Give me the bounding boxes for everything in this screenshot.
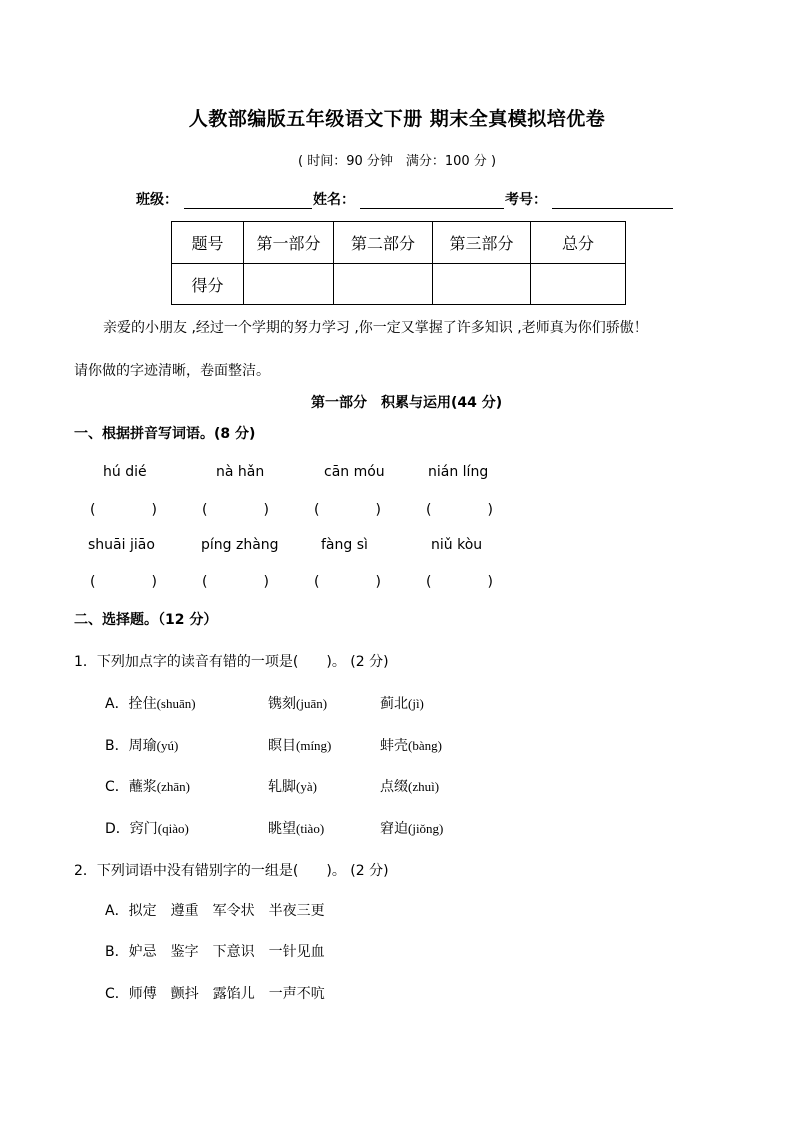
option-d-item2 bbox=[268, 818, 324, 838]
option-label: B． bbox=[105, 944, 129, 960]
option-label: C． bbox=[105, 986, 129, 1002]
q2-option-c[interactable] bbox=[105, 983, 325, 1003]
answer-blank[interactable]: ( ) bbox=[90, 502, 157, 518]
score-cell-total[interactable] bbox=[531, 264, 626, 305]
q2-option-b[interactable] bbox=[105, 941, 325, 961]
name-label: 姓名： bbox=[313, 192, 355, 208]
option-label: B． bbox=[105, 738, 129, 754]
class-field[interactable] bbox=[184, 208, 312, 209]
pinyin-2: nà hǎn bbox=[216, 464, 265, 480]
pinyin-7: fàng sì bbox=[321, 537, 368, 553]
option-word: 窘迫 bbox=[380, 821, 408, 837]
table-cell: 第三部分 bbox=[433, 222, 531, 264]
option-pinyin: (yà) bbox=[296, 779, 317, 794]
option-label: D． bbox=[105, 821, 130, 837]
class-label: 班级： bbox=[136, 192, 178, 208]
pinyin-8: niǔ kòu bbox=[431, 537, 483, 553]
option-word: 蚌壳 bbox=[380, 738, 408, 754]
pinyin-3: cān móu bbox=[324, 464, 385, 480]
intro-line-2: 请你做的字迹清晰，卷面整洁。 bbox=[74, 363, 270, 379]
option-a-item3 bbox=[380, 693, 424, 713]
table-cell: 总分 bbox=[531, 222, 626, 264]
option-pinyin: (yú) bbox=[156, 738, 179, 753]
table-cell: 第二部分 bbox=[334, 222, 433, 264]
part1-heading: 第一部分 积累与运用(44 分) bbox=[311, 395, 503, 411]
option-c-item3 bbox=[380, 776, 439, 796]
option-word: 窍门 bbox=[129, 821, 158, 837]
option-c-item2 bbox=[268, 776, 317, 796]
option-b[interactable] bbox=[105, 735, 178, 755]
option-pinyin: (tiào) bbox=[296, 821, 325, 836]
option-c[interactable] bbox=[105, 776, 190, 796]
score-cell-part2[interactable] bbox=[334, 264, 433, 305]
answer-blank[interactable]: ( ) bbox=[314, 574, 381, 590]
option-word: 蘸浆 bbox=[128, 779, 157, 795]
option-pinyin: (shuān) bbox=[156, 696, 196, 711]
table-row bbox=[172, 222, 626, 264]
number-field[interactable] bbox=[552, 208, 673, 209]
option-d-item3 bbox=[380, 818, 443, 838]
table-cell: 得分 bbox=[172, 264, 244, 305]
answer-blank[interactable]: ( ) bbox=[426, 502, 493, 518]
option-label: A． bbox=[105, 696, 129, 712]
option-word: 蓟北 bbox=[380, 696, 408, 712]
option-pinyin: (bàng) bbox=[408, 738, 442, 753]
option-pinyin: (zhuì) bbox=[408, 779, 440, 794]
option-pinyin: (jì) bbox=[408, 696, 424, 711]
option-word: 轧脚 bbox=[268, 779, 296, 795]
number-label: 考号： bbox=[505, 192, 547, 208]
option-text: 拟定 遵重 军令状 半夜三更 bbox=[128, 903, 325, 919]
name-field[interactable] bbox=[360, 208, 504, 209]
pinyin-1: hú dié bbox=[103, 464, 147, 480]
page-title: 人教部编版五年级语文下册 期末全真模拟培优卷 bbox=[188, 108, 606, 130]
answer-blank[interactable]: ( ) bbox=[426, 574, 493, 590]
exam-time-score: ( 时间：90 分钟 满分：100 分 ) bbox=[297, 154, 497, 169]
option-word: 点缀 bbox=[380, 779, 408, 795]
question-2: 2．下列词语中没有错别字的一组是( )。 (2 分) bbox=[74, 863, 389, 879]
option-b-item3 bbox=[380, 735, 442, 755]
pinyin-5: shuāi jiāo bbox=[88, 537, 155, 553]
option-pinyin: (qiào) bbox=[157, 821, 189, 836]
option-label: A． bbox=[105, 903, 129, 919]
question-1: 1．下列加点字的读音有错的一项是( )。 (2 分) bbox=[74, 654, 389, 670]
pinyin-4: nián líng bbox=[428, 464, 489, 480]
score-cell-part1[interactable] bbox=[244, 264, 334, 305]
answer-blank[interactable]: ( ) bbox=[90, 574, 157, 590]
answer-blank[interactable]: ( ) bbox=[314, 502, 381, 518]
table-cell: 题号 bbox=[172, 222, 244, 264]
option-pinyin: (juān) bbox=[296, 696, 328, 711]
answer-blank[interactable]: ( ) bbox=[202, 502, 269, 518]
score-cell-part3[interactable] bbox=[433, 264, 531, 305]
option-pinyin: (zhān) bbox=[156, 779, 190, 794]
section1-heading: 一、根据拼音写词语。(8 分) bbox=[74, 426, 256, 442]
option-word: 瞑目 bbox=[268, 738, 296, 754]
pinyin-6: píng zhàng bbox=[201, 537, 279, 553]
option-word: 周瑜 bbox=[128, 738, 157, 754]
answer-blank[interactable]: ( ) bbox=[202, 574, 269, 590]
option-pinyin: (míng) bbox=[296, 738, 332, 753]
option-word: 镌刻 bbox=[268, 696, 296, 712]
option-a-item2 bbox=[268, 693, 327, 713]
option-label: C． bbox=[105, 779, 129, 795]
option-word: 拴住 bbox=[128, 696, 157, 712]
option-text: 师傅 颤抖 露馅儿 一声不吭 bbox=[128, 986, 325, 1002]
q2-option-a[interactable] bbox=[105, 900, 325, 920]
option-b-item2 bbox=[268, 735, 331, 755]
option-pinyin: (jiǒng) bbox=[408, 821, 444, 836]
section2-heading: 二、选择题。（12 分） bbox=[74, 612, 218, 628]
table-row bbox=[172, 264, 626, 305]
option-text: 妒忌 鉴字 下意识 一针见血 bbox=[128, 944, 325, 960]
option-word: 眺望 bbox=[268, 821, 296, 837]
score-table bbox=[171, 221, 626, 305]
option-a[interactable] bbox=[105, 693, 196, 713]
option-d[interactable] bbox=[105, 818, 189, 838]
intro-line-1: 亲爱的小朋友 ,经过一个学期的努力学习 ,你一定又掌握了许多知识 ,老师真为你们骄傲！ bbox=[103, 320, 648, 336]
table-cell: 第一部分 bbox=[244, 222, 334, 264]
